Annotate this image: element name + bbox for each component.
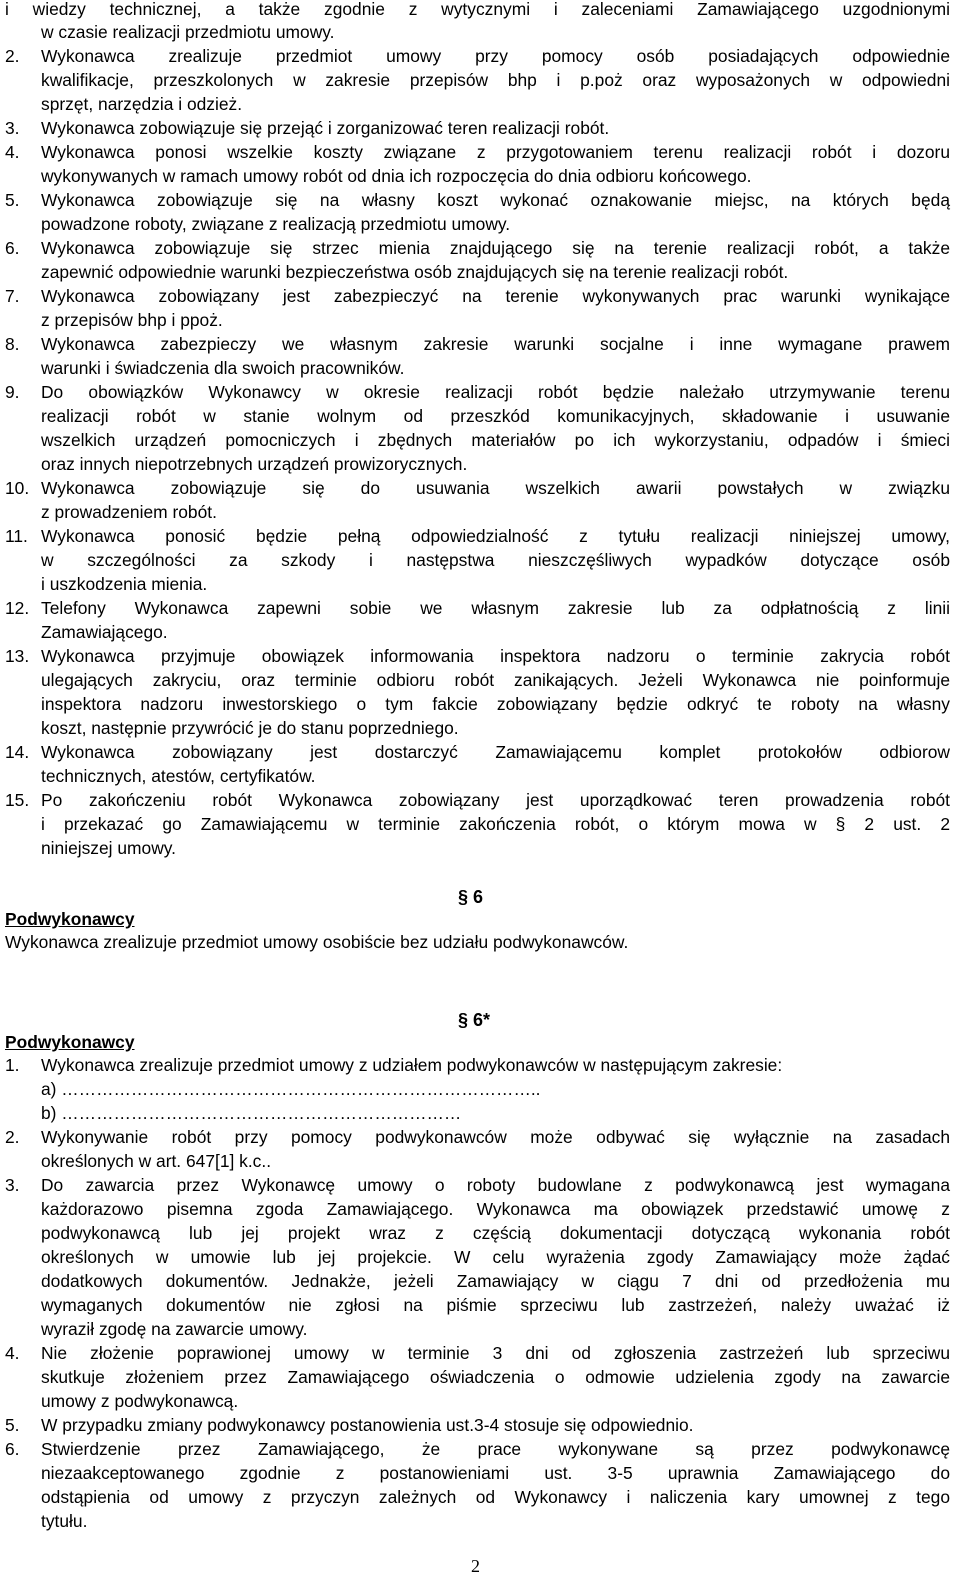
list-item: 11. Wykonawca ponosić będzie pełną odpowiedzialność z tytułu realizacji niniejszej umowy,: [5, 526, 950, 546]
list-number: 12.: [5, 598, 30, 618]
list-number: 4.: [5, 1343, 20, 1363]
list-item: 10. Wykonawca zobowiązuje się do usuwania wszelkich awarii powstałych w związku: [5, 478, 950, 498]
list-number: 3.: [5, 1175, 20, 1195]
list-number: 3.: [5, 118, 20, 138]
text-line: wymaganych dokumentów nie zgłosi na piśmie sprzeciwu lub zastrzeżeń, należy uważać iż: [41, 1295, 950, 1315]
text-line: warunki i świadczenia dla swoich pracowników.: [41, 358, 405, 378]
text-line: odstąpienia od umowy z przyczyn zależnych od Wykonawcy i naliczenia kary umownej z tego: [41, 1487, 950, 1507]
list-item: 12. Telefony Wykonawca zapewni sobie we własnym zakresie lub za odpłatnością z linii: [5, 598, 950, 618]
list-number: 13.: [5, 646, 30, 666]
text-line: wykonywanych w ramach umowy robót od dnia ich rozpoczęcia do dnia odbioru końcowego.: [41, 166, 752, 186]
text-line: z prowadzeniem robót.: [41, 502, 217, 522]
section-heading: § 6*: [458, 1010, 491, 1030]
text-line: w czasie realizacji przedmiotu umowy.: [41, 22, 335, 42]
list-item: 2. Wykonawca zrealizuje przedmiot umowy przy pomocy osób posiadających odpowiednie: [5, 46, 950, 66]
list-item: 15. Po zakończeniu robót Wykonawca zobowiązany jest uporządkować teren prowadzenia robót: [5, 790, 950, 810]
list-item: 8. Wykonawca zabezpieczy we własnym zakresie warunki socjalne i inne wymagane prawem: [5, 334, 950, 354]
list-item: 14. Wykonawca zobowiązany jest dostarczyć Zamawiającemu komplet protokołów odbiorow: [5, 742, 950, 762]
list-item: 13. Wykonawca przyjmuje obowiązek informowania inspektora nadzoru o terminie zakrycia robót: [5, 646, 950, 666]
text-line: sprzęt, narzędzia i odzież.: [41, 94, 243, 114]
list-number: 8.: [5, 334, 20, 354]
list-item: 4. Nie złożenie poprawionej umowy w terminie 3 dni od zgłoszenia zastrzeżeń lub sprzeciwu: [5, 1343, 950, 1363]
list-item: 5. Wykonawca zobowiązuje się na własny koszt wykonać oznakowanie miejsc, na których będą: [5, 190, 950, 210]
list-number: 15.: [5, 790, 30, 810]
text-line: kwalifikacje, przeszkolonych w zakresie przepisów bhp i p.poż oraz wyposażonych w odpowiedni: [41, 70, 950, 90]
list-number: 6.: [5, 238, 20, 258]
text-line: koszt, następnie przywrócić je do stanu poprzedniego.: [41, 718, 459, 738]
list-number: 6.: [5, 1439, 20, 1459]
list-number: 10.: [5, 478, 30, 498]
section-title: Podwykonawcy: [5, 1032, 135, 1052]
text-line: Zamawiającego.: [41, 622, 168, 642]
text-line: oraz innych niepotrzebnych urządzeń prowizorycznych.: [41, 454, 468, 474]
list-number: 5.: [5, 1415, 20, 1435]
list-item: 3. Do zawarcia przez Wykonawcę umowy o roboty budowlane z podwykonawcą jest wymagana: [5, 1175, 950, 1195]
list-item: 3. Wykonawca zobowiązuje się przejąć i zorganizować teren realizacji robót.: [5, 118, 610, 138]
list-number: 2.: [5, 46, 20, 66]
text-line: i wiedzy technicznej, a także zgodnie z wytycznymi i zaleceniami Zamawiającego uzgodnionymi: [5, 0, 950, 19]
text-line: inspektora nadzoru inwestorskiego o tym fakcie zobowiązany będzie odkryć te roboty na własny: [41, 694, 950, 714]
text-line: tytułu.: [41, 1511, 88, 1531]
list-number: 2.: [5, 1127, 20, 1147]
text-line: umowy z podwykonawcą.: [41, 1391, 239, 1411]
text-line: realizacji robót w stanie wolnym od przeszkód komunikacyjnych, składowanie i usuwanie: [41, 406, 950, 426]
text-line: wyraził zgodę na zawarcie umowy.: [41, 1319, 308, 1339]
text-line: dodatkowych dokumentów. Jednakże, jeżeli Zamawiający w ciągu 7 dni od przedłożenia mu: [41, 1271, 950, 1291]
text-line: technicznych, atestów, certyfikatów.: [41, 766, 316, 786]
text-line: ulegających zakryciu, oraz terminie odbioru robót zanikających. Jeżeli Wykonawca nie poinformuje: [41, 670, 950, 690]
list-item: 4. Wykonawca ponosi wszelkie koszty związane z przygotowaniem terenu realizacji robót i dozoru: [5, 142, 950, 162]
text-line: zapewnić odpowiednie warunki bezpieczeństwa osób znajdujących się na terenie realizacji robót.: [41, 262, 789, 282]
text-line: i przekazać go Zamawiającemu w terminie zakończenia robót, o którym mowa w § 2 ust. 2: [41, 814, 950, 834]
list-number: 9.: [5, 382, 20, 402]
text-line: i uszkodzenia mienia.: [41, 574, 208, 594]
placeholder-line: a) ………………………………………………………………………..: [41, 1079, 541, 1099]
text-line: w szczególności za szkody i następstwa nieszczęśliwych wypadków dotyczące osób: [41, 550, 950, 570]
list-item: 6. Stwierdzenie przez Zamawiającego, że prace wykonywane są przez podwykonawcę: [5, 1439, 950, 1459]
list-number: 11.: [5, 526, 28, 546]
text-line: niniejszej umowy.: [41, 838, 176, 858]
text-line: skutkuje złożeniem przez Zamawiającego oświadczenia o odmowie udzielenia zgody na zawarcie: [41, 1367, 950, 1387]
list-number: 1.: [5, 1055, 20, 1075]
text-line: podwykonawcą lub jej projekt wraz z częścią dokumentacji dotyczącą wykonania robót: [41, 1223, 950, 1243]
list-item: 7. Wykonawca zobowiązany jest zabezpieczyć na terenie wykonywanych prac warunki wynikające: [5, 286, 950, 306]
list-item: 5. W przypadku zmiany podwykonawcy postanowienia ust.3-4 stosuje się odpowiednio.: [5, 1415, 694, 1435]
text-line: każdorazowo pisemna zgoda Zamawiającego. Wykonawca ma obowiązek przedstawić umowę z: [41, 1199, 950, 1219]
list-number: 5.: [5, 190, 20, 210]
list-number: 14.: [5, 742, 30, 762]
list-number: 7.: [5, 286, 20, 306]
text-line: określonych w umowie lub jej projekcie. W celu wyrażenia zgody Zamawiający może żądać: [41, 1247, 950, 1267]
page-number: 2: [471, 1556, 480, 1576]
list-number: 4.: [5, 142, 20, 162]
text-line: z przepisów bhp i ppoż.: [41, 310, 223, 330]
placeholder-line: b) ……………………………………………………………: [41, 1103, 462, 1123]
text-line: niezaakceptowanego zgodnie z postanowieniami ust. 3-5 uprawnia Zamawiającego do: [41, 1463, 950, 1483]
section-title: Podwykonawcy: [5, 909, 135, 929]
list-item: 9. Do obowiązków Wykonawcy w okresie realizacji robót będzie należało utrzymywanie terenu: [5, 382, 950, 402]
list-item: 6. Wykonawca zobowiązuje się strzec mienia znajdującego się na terenie realizacji robót, a także: [5, 238, 950, 258]
list-item: 2. Wykonywanie robót przy pomocy podwykonawców może odbywać się wyłącznie na zasadach: [5, 1127, 950, 1147]
text-line: wszelkich urządzeń pomocniczych i zbędnych materiałów po ich wykorzystaniu, odpadów i śmieci: [41, 430, 950, 450]
list-item: 1. Wykonawca zrealizuje przedmiot umowy z udziałem podwykonawców w następującym zakresie:: [5, 1055, 783, 1075]
text-line: określonych w art. 647[1] k.c..: [41, 1151, 272, 1171]
section-heading: § 6: [458, 887, 484, 907]
text-line: Wykonawca zrealizuje przedmiot umowy osobiście bez udziału podwykonawców.: [5, 932, 629, 952]
text-line: powadzone roboty, związane z realizacją przedmiotu umowy.: [41, 214, 511, 234]
